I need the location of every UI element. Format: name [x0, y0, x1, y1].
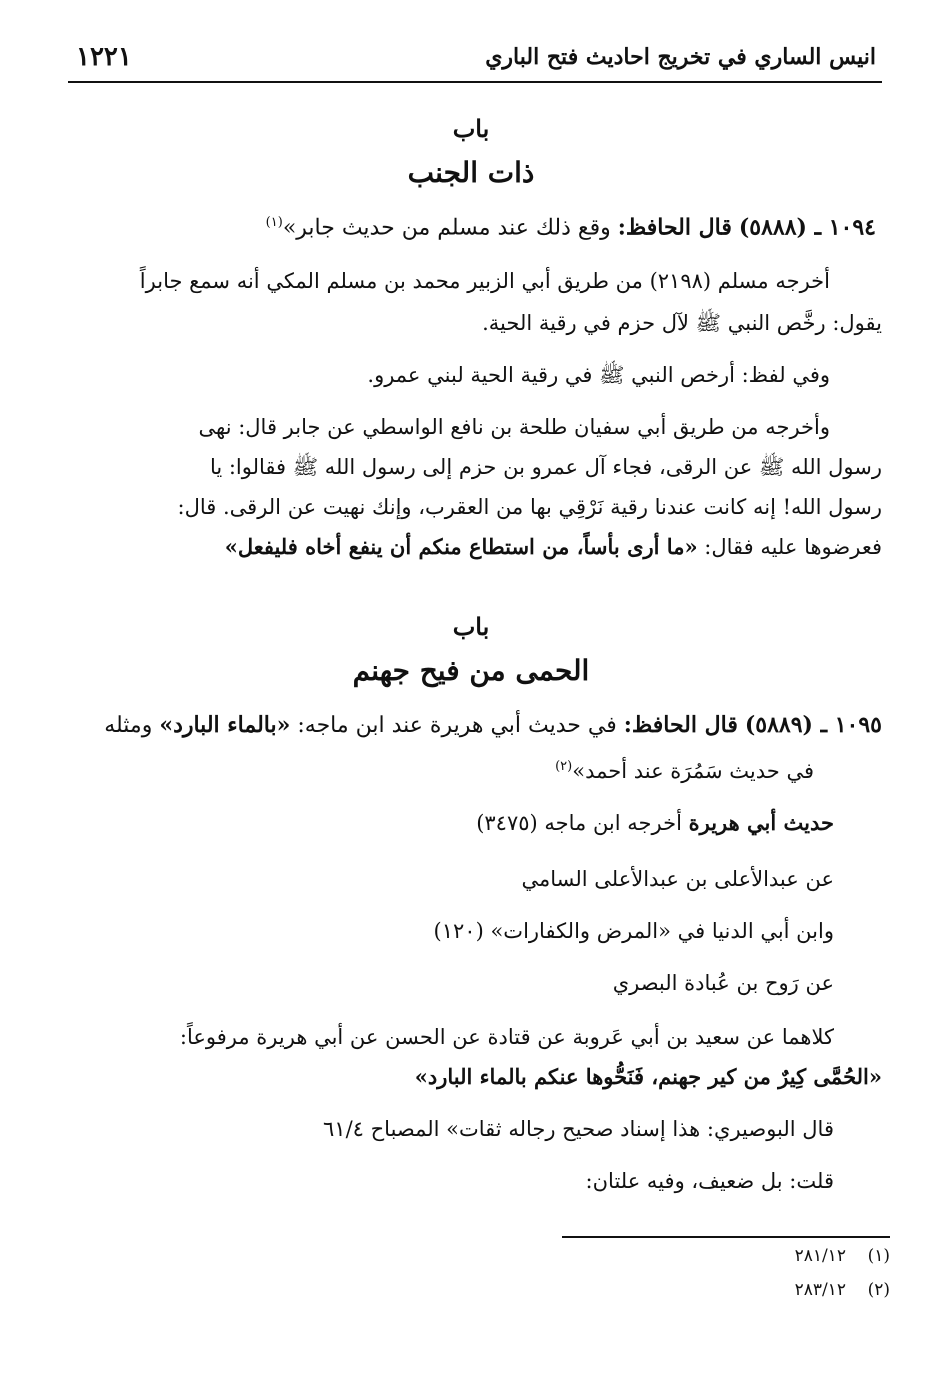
hadith-1094 — [266, 208, 876, 243]
text-line: رسول الله ﷺ عن الرقى، فجاء آل عمرو بن حزم إلى رسول الله ﷺ فقالوا: يا — [209, 455, 882, 479]
footnote-number: (١) — [867, 1246, 890, 1266]
text-line: أخرجه مسلم (٢١٩٨) من طريق أبي الزبير محمد بن مسلم المكي أنه سمع جابراً — [139, 269, 830, 293]
running-header — [76, 40, 876, 76]
hafiz-label: قال الحافظ: — [617, 214, 732, 241]
section2-bab: باب — [452, 612, 490, 641]
hafiz-end: ومثله — [104, 713, 153, 738]
text-line: رسول الله! إنه كانت عندنا رقية نَرْقِي بها من العقرب، وإنك نهيت عن الرقى. قال: — [177, 495, 882, 519]
section1-bab: باب — [452, 114, 490, 143]
text-line: عن عبدالأعلى بن عبدالأعلى السامي — [521, 867, 834, 891]
running-title: انيس الساري في تخريج احاديث فتح الباري — [485, 44, 876, 70]
footnote-marker: (٢) — [555, 759, 573, 774]
footnote-1 — [795, 1246, 890, 1266]
hafiz-quote: في حديث أبي هريرة عند ابن ماجه: — [297, 713, 617, 738]
text-line — [225, 532, 882, 562]
hafiz-quote: وقع ذلك عند مسلم من حديث جابر» — [282, 215, 611, 241]
text-span: فعرضوها عليه فقال: — [704, 535, 882, 559]
hadith-quote: «ما أرى بأساً، من استطاع منكم أن ينفع أخاه فليفعل» — [224, 534, 698, 559]
page-number: ١٢٢١ — [76, 42, 132, 72]
text-line: كلاهما عن سعيد بن أبي عَروبة عن قتادة عن الحسن عن أبي هريرة مرفوعاً: — [179, 1025, 834, 1049]
text-line: وابن أبي الدنيا في «المرض والكفارات» (١٢٠) — [433, 919, 834, 943]
text-line — [555, 752, 814, 786]
footnote-number: (٢) — [867, 1280, 890, 1300]
footnote-ref: ٢٨١/١٢ — [794, 1246, 846, 1266]
text-span: في حديث سَمُرَة عند أحمد» — [572, 759, 814, 783]
text-line: عن رَوح بن عُبادة البصري — [612, 971, 834, 995]
hadith-number: ١٠٩٥ ـ (٥٨٨٩) — [744, 712, 882, 738]
text-line — [415, 1062, 882, 1092]
text-line: وفي لفظ: أرخص النبي ﷺ في رقية الحية لبني عمرو. — [367, 363, 830, 387]
text-line — [476, 808, 834, 838]
footnote-rule — [562, 1236, 890, 1238]
footnote-2 — [795, 1280, 890, 1300]
footnote-ref: ٢٨٣/١٢ — [794, 1280, 846, 1300]
hadith-1095 — [104, 710, 882, 741]
header-rule — [68, 81, 882, 83]
text-span: أخرجه ابن ماجه (٣٤٧٥) — [476, 811, 682, 835]
footnote-marker: (١) — [265, 215, 283, 230]
text-line: قال البوصيري: هذا إسناد صحيح رجاله ثقات» المصباح ٦١/٤ — [323, 1117, 834, 1141]
text-line: يقول: رخَّص النبي ﷺ لآل حزم في رقية الحية. — [482, 311, 882, 335]
hadith-number: ١٠٩٤ ـ (٥٨٨٨) — [738, 214, 876, 241]
hafiz-label: قال الحافظ: — [623, 712, 738, 738]
section2-title: الحمى من فيح جهنم — [352, 654, 590, 687]
text-line: وأخرجه من طريق أبي سفيان طلحة بن نافع الواسطي عن جابر قال: نهى — [198, 415, 830, 439]
hadith-quote: «الحُمَّى كِيرٌ من كير جهنم، فَنَحُّوها عنكم بالماء البارد» — [414, 1064, 882, 1089]
hafiz-bold: «بالماء البارد» — [159, 712, 291, 738]
text-line: قلت: بل ضعيف، وفيه علتان: — [585, 1169, 834, 1193]
text-span-bold: حديث أبي هريرة — [688, 810, 834, 835]
section1-title: ذات الجنب — [407, 156, 535, 189]
